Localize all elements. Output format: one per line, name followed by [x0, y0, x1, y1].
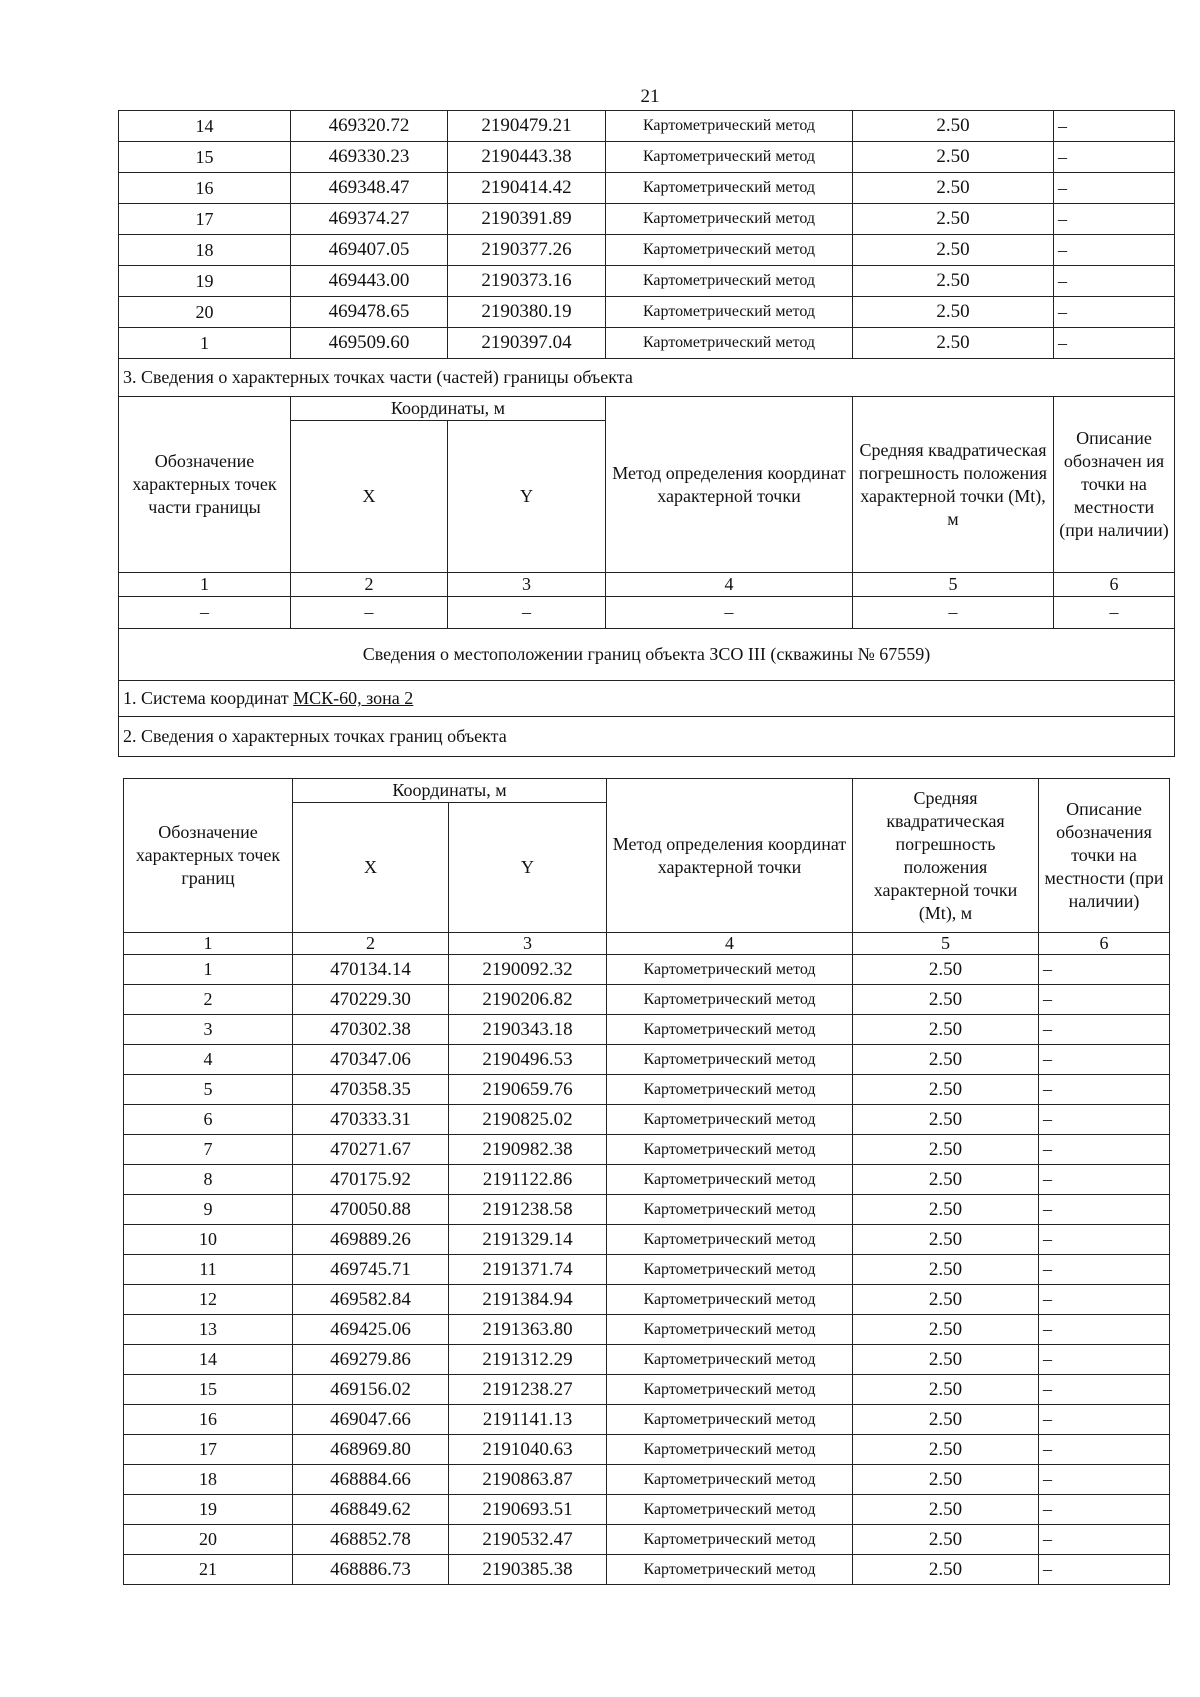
col-number: 5: [853, 573, 1054, 597]
table-row: [124, 1405, 1170, 1435]
coordinate-x: 469156.02: [293, 1375, 449, 1405]
header-x: X: [291, 421, 448, 573]
description-cell: –: [1039, 1075, 1170, 1105]
description-cell: –: [1054, 235, 1175, 266]
table-row: [124, 1345, 1170, 1375]
continued-points-table: [118, 110, 1175, 757]
col-number: 3: [449, 933, 607, 955]
coordinate-x: 469320.72: [291, 111, 448, 142]
method-cell: Картометрический метод: [607, 1495, 853, 1525]
error-value: 2.50: [853, 1075, 1039, 1105]
error-value: 2.50: [853, 1225, 1039, 1255]
point-number: 8: [124, 1165, 293, 1195]
method-cell: Картометрический метод: [606, 142, 853, 173]
coordinate-system: [119, 681, 1175, 717]
point-number: 14: [124, 1345, 293, 1375]
col-number: 6: [1054, 573, 1175, 597]
description-cell: –: [1039, 1015, 1170, 1045]
point-number: 19: [119, 266, 291, 297]
coordinate-y: 2190863.87: [449, 1465, 607, 1495]
coordinate-x: 468849.62: [293, 1495, 449, 1525]
method-cell: Картометрический метод: [607, 1435, 853, 1465]
point-number: 7: [124, 1135, 293, 1165]
header-error: Средняя квадратическая погрешность положения характерной точки (Mt), м: [853, 779, 1039, 933]
table-row: [124, 1135, 1170, 1165]
description-cell: –: [1039, 1255, 1170, 1285]
empty-cell: –: [1054, 597, 1175, 629]
point-number: 16: [124, 1405, 293, 1435]
coordinate-y: 2191122.86: [449, 1165, 607, 1195]
coordinate-y: 2190659.76: [449, 1075, 607, 1105]
coordinate-x: 469348.47: [291, 173, 448, 204]
method-cell: Картометрический метод: [607, 1465, 853, 1495]
point-number: 4: [124, 1045, 293, 1075]
coordinate-x: 469509.60: [291, 328, 448, 359]
header-designation: Обозначение характерных точек границ: [124, 779, 293, 933]
point-number: 12: [124, 1285, 293, 1315]
method-cell: Картометрический метод: [607, 1195, 853, 1225]
description-cell: –: [1054, 328, 1175, 359]
coordinate-x: 470175.92: [293, 1165, 449, 1195]
table-row: [119, 173, 1175, 204]
table-row: [119, 297, 1175, 328]
coordinate-x: 470333.31: [293, 1105, 449, 1135]
coordinate-y: 2191371.74: [449, 1255, 607, 1285]
table-row: [124, 1495, 1170, 1525]
method-cell: Картометрический метод: [607, 1525, 853, 1555]
page-number: 21: [640, 86, 660, 107]
description-cell: –: [1054, 142, 1175, 173]
zso-points-table: [123, 778, 1170, 1585]
table-row: [119, 111, 1175, 142]
coordinate-y: 2190343.18: [449, 1015, 607, 1045]
coordinate-system-value: МСК-60, зона 2: [293, 688, 414, 708]
coordinate-x: 468969.80: [293, 1435, 449, 1465]
error-value: 2.50: [853, 204, 1054, 235]
empty-cell: –: [606, 597, 853, 629]
error-value: 2.50: [853, 1195, 1039, 1225]
point-number: 20: [119, 297, 291, 328]
empty-cell: –: [119, 597, 291, 629]
point-number: 14: [119, 111, 291, 142]
coordinate-x: 469407.05: [291, 235, 448, 266]
point-number: 10: [124, 1225, 293, 1255]
point-number: 1: [119, 328, 291, 359]
coordinate-x: 469443.00: [291, 266, 448, 297]
method-cell: Картометрический метод: [607, 1225, 853, 1255]
table-row: [124, 985, 1170, 1015]
header-x: X: [293, 803, 449, 933]
error-value: 2.50: [853, 266, 1054, 297]
coordinate-x: 470050.88: [293, 1195, 449, 1225]
section3-title: 3. Сведения о характерных точках части (частей) границы объекта: [119, 359, 1175, 397]
table-row: [124, 1105, 1170, 1135]
table-row: [124, 1045, 1170, 1075]
coordinate-y: 2191040.63: [449, 1435, 607, 1465]
zso-title: Сведения о местоположении границ объекта ЗСО III (скважины № 67559): [119, 629, 1175, 681]
table-row: [124, 1075, 1170, 1105]
error-value: 2.50: [853, 173, 1054, 204]
error-value: 2.50: [853, 1045, 1039, 1075]
header-method: Метод определения координат характерной точки: [606, 397, 853, 573]
empty-cell: –: [853, 597, 1054, 629]
description-cell: –: [1039, 1405, 1170, 1435]
table-row: [124, 955, 1170, 985]
coordinate-x: 470358.35: [293, 1075, 449, 1105]
coordinate-y: 2191238.58: [449, 1195, 607, 1225]
error-value: 2.50: [853, 1015, 1039, 1045]
description-cell: –: [1039, 985, 1170, 1015]
coordinate-y: 2191238.27: [449, 1375, 607, 1405]
error-value: 2.50: [853, 1555, 1039, 1585]
method-cell: Картометрический метод: [607, 1405, 853, 1435]
point-number: 2: [124, 985, 293, 1015]
description-cell: –: [1039, 1045, 1170, 1075]
table-row: [124, 1285, 1170, 1315]
table-row: [124, 1255, 1170, 1285]
description-cell: –: [1054, 297, 1175, 328]
table-row: [124, 1315, 1170, 1345]
coordinate-y: 2190391.89: [448, 204, 606, 235]
coordinate-x: 469582.84: [293, 1285, 449, 1315]
method-cell: Картометрический метод: [606, 328, 853, 359]
method-cell: Картометрический метод: [606, 297, 853, 328]
point-number: 17: [119, 204, 291, 235]
coordinate-x: 470271.67: [293, 1135, 449, 1165]
description-cell: –: [1039, 1345, 1170, 1375]
description-cell: –: [1054, 204, 1175, 235]
point-number: 3: [124, 1015, 293, 1045]
col-number: 5: [853, 933, 1039, 955]
coordinate-y: 2190206.82: [449, 985, 607, 1015]
col-number: 1: [124, 933, 293, 955]
empty-cell: –: [448, 597, 606, 629]
coordinate-y: 2190443.38: [448, 142, 606, 173]
coordinate-y: 2190092.32: [449, 955, 607, 985]
table-row: [124, 1015, 1170, 1045]
table-row: [124, 1555, 1170, 1585]
description-cell: –: [1039, 1465, 1170, 1495]
coordinate-y: 2190373.16: [448, 266, 606, 297]
coordinate-x: 469745.71: [293, 1255, 449, 1285]
coordinate-y: 2190397.04: [448, 328, 606, 359]
method-cell: Картометрический метод: [607, 1165, 853, 1195]
method-cell: Картометрический метод: [606, 204, 853, 235]
table-row: [124, 1225, 1170, 1255]
method-cell: Картометрический метод: [607, 1105, 853, 1135]
description-cell: –: [1039, 1225, 1170, 1255]
header-description: Описание обозначения точки на местности (при наличии): [1039, 779, 1170, 933]
error-value: 2.50: [853, 142, 1054, 173]
method-cell: Картометрический метод: [607, 985, 853, 1015]
col-number: 1: [119, 573, 291, 597]
point-number: 11: [124, 1255, 293, 1285]
point-number: 15: [119, 142, 291, 173]
table-row: [124, 1165, 1170, 1195]
point-number: 17: [124, 1435, 293, 1465]
coordinate-y: 2191141.13: [449, 1405, 607, 1435]
description-cell: –: [1039, 1315, 1170, 1345]
error-value: 2.50: [853, 1255, 1039, 1285]
coordinate-y: 2190982.38: [449, 1135, 607, 1165]
method-cell: Картометрический метод: [607, 955, 853, 985]
error-value: 2.50: [853, 1315, 1039, 1345]
point-number: 15: [124, 1375, 293, 1405]
coordinate-y: 2190380.19: [448, 297, 606, 328]
error-value: 2.50: [853, 1495, 1039, 1525]
coordinate-y: 2190825.02: [449, 1105, 607, 1135]
col-number: 2: [291, 573, 448, 597]
point-number: 5: [124, 1075, 293, 1105]
error-value: 2.50: [853, 955, 1039, 985]
coordinate-x: 469047.66: [293, 1405, 449, 1435]
description-cell: –: [1039, 1285, 1170, 1315]
col-number: 3: [448, 573, 606, 597]
method-cell: Картометрический метод: [607, 1315, 853, 1345]
method-cell: Картометрический метод: [606, 173, 853, 204]
coordinate-x: 468884.66: [293, 1465, 449, 1495]
method-cell: Картометрический метод: [607, 1135, 853, 1165]
header-designation: Обозначение характерных точек части границы: [119, 397, 291, 573]
coordinate-x: 470347.06: [293, 1045, 449, 1075]
table-row: [119, 235, 1175, 266]
coordinate-y: 2191329.14: [449, 1225, 607, 1255]
point-number: 19: [124, 1495, 293, 1525]
point-number: 13: [124, 1315, 293, 1345]
table-row: [119, 142, 1175, 173]
error-value: 2.50: [853, 1405, 1039, 1435]
coordinate-x: 469330.23: [291, 142, 448, 173]
error-value: 2.50: [853, 1105, 1039, 1135]
header-description: Описание обозначен ия точки на местности (при наличии): [1054, 397, 1175, 573]
error-value: 2.50: [853, 1465, 1039, 1495]
point-number: 16: [119, 173, 291, 204]
coordinate-x: 468886.73: [293, 1555, 449, 1585]
point-number: 9: [124, 1195, 293, 1225]
coordinate-y: 2191384.94: [449, 1285, 607, 1315]
method-cell: Картометрический метод: [607, 1345, 853, 1375]
coordinate-y: 2190479.21: [448, 111, 606, 142]
table-row: [124, 1375, 1170, 1405]
coordinate-x: 470302.38: [293, 1015, 449, 1045]
header-error: Средняя квадратическая погрешность положения характерной точки (Mt), м: [853, 397, 1054, 573]
coordinate-x: 469889.26: [293, 1225, 449, 1255]
description-cell: –: [1039, 1555, 1170, 1585]
header-coords: Координаты, м: [293, 779, 607, 803]
error-value: 2.50: [853, 1285, 1039, 1315]
method-cell: Картометрический метод: [607, 1555, 853, 1585]
header-y: Y: [449, 803, 607, 933]
description-cell: –: [1039, 1135, 1170, 1165]
coordinate-y: 2190693.51: [449, 1495, 607, 1525]
col-number: 4: [607, 933, 853, 955]
header-coords: Координаты, м: [291, 397, 606, 421]
description-cell: –: [1039, 955, 1170, 985]
coordinate-y: 2190385.38: [449, 1555, 607, 1585]
description-cell: –: [1039, 1195, 1170, 1225]
section2-title: 2. Сведения о характерных точках границ объекта: [119, 717, 1175, 757]
error-value: 2.50: [853, 328, 1054, 359]
error-value: 2.50: [853, 1165, 1039, 1195]
table-row: [124, 1525, 1170, 1555]
error-value: 2.50: [853, 985, 1039, 1015]
description-cell: –: [1054, 266, 1175, 297]
table-row: [124, 1465, 1170, 1495]
error-value: 2.50: [853, 1525, 1039, 1555]
coordinate-system-label: 1. Система координат: [123, 688, 289, 708]
point-number: 21: [124, 1555, 293, 1585]
coordinate-y: 2190377.26: [448, 235, 606, 266]
method-cell: Картометрический метод: [607, 1285, 853, 1315]
description-cell: –: [1039, 1435, 1170, 1465]
method-cell: Картометрический метод: [607, 1015, 853, 1045]
description-cell: –: [1039, 1165, 1170, 1195]
coordinate-x: 469425.06: [293, 1315, 449, 1345]
point-number: 18: [119, 235, 291, 266]
coordinate-x: 468852.78: [293, 1525, 449, 1555]
coordinate-x: 470229.30: [293, 985, 449, 1015]
method-cell: Картометрический метод: [606, 111, 853, 142]
table-row: [124, 1435, 1170, 1465]
description-cell: –: [1054, 173, 1175, 204]
description-cell: –: [1039, 1495, 1170, 1525]
description-cell: –: [1039, 1105, 1170, 1135]
coordinate-x: 469279.86: [293, 1345, 449, 1375]
coordinate-y: 2190414.42: [448, 173, 606, 204]
coordinate-x: 469374.27: [291, 204, 448, 235]
method-cell: Картометрический метод: [606, 235, 853, 266]
coordinate-y: 2190496.53: [449, 1045, 607, 1075]
description-cell: –: [1054, 111, 1175, 142]
header-y: Y: [448, 421, 606, 573]
col-number: 4: [606, 573, 853, 597]
point-number: 1: [124, 955, 293, 985]
coordinate-y: 2191312.29: [449, 1345, 607, 1375]
coordinate-y: 2190532.47: [449, 1525, 607, 1555]
error-value: 2.50: [853, 1345, 1039, 1375]
header-method: Метод определения координат характерной точки: [607, 779, 853, 933]
table-row: [119, 204, 1175, 235]
point-number: 18: [124, 1465, 293, 1495]
method-cell: Картометрический метод: [606, 266, 853, 297]
empty-cell: –: [291, 597, 448, 629]
method-cell: Картометрический метод: [607, 1255, 853, 1285]
error-value: 2.50: [853, 1435, 1039, 1465]
col-number: 2: [293, 933, 449, 955]
point-number: 6: [124, 1105, 293, 1135]
table-row: [119, 266, 1175, 297]
coordinate-x: 469478.65: [291, 297, 448, 328]
error-value: 2.50: [853, 111, 1054, 142]
table-row: [119, 328, 1175, 359]
error-value: 2.50: [853, 235, 1054, 266]
error-value: 2.50: [853, 1375, 1039, 1405]
method-cell: Картометрический метод: [607, 1375, 853, 1405]
method-cell: Картометрический метод: [607, 1075, 853, 1105]
col-number: 6: [1039, 933, 1170, 955]
table-row: [124, 1195, 1170, 1225]
point-number: 20: [124, 1525, 293, 1555]
description-cell: –: [1039, 1525, 1170, 1555]
error-value: 2.50: [853, 297, 1054, 328]
coordinate-y: 2191363.80: [449, 1315, 607, 1345]
description-cell: –: [1039, 1375, 1170, 1405]
method-cell: Картометрический метод: [607, 1045, 853, 1075]
coordinate-x: 470134.14: [293, 955, 449, 985]
error-value: 2.50: [853, 1135, 1039, 1165]
